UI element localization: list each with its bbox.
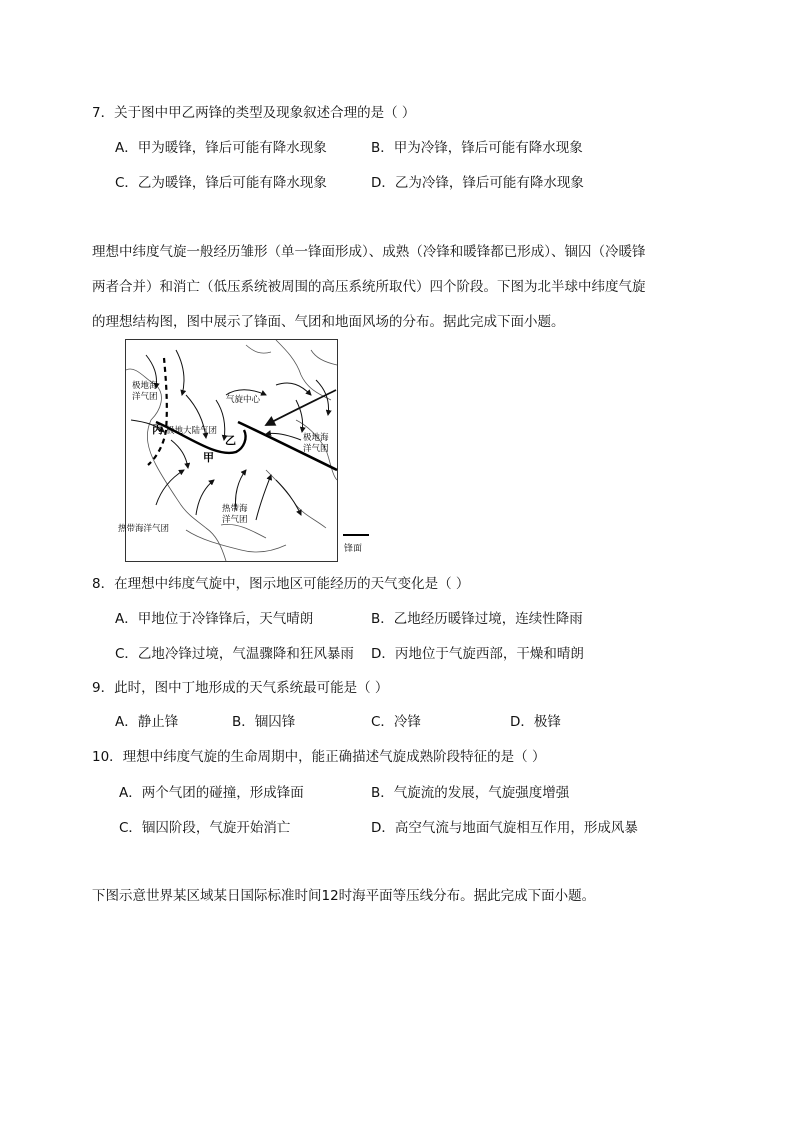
label-tropical-ocean-mid-2: 洋气团 [222, 515, 248, 525]
label-tropical-ocean-mid-1: 热带海 [222, 504, 248, 514]
q8-stem: 8．在理想中纬度气旋中，图示地区可能经历的天气变化是（ ） [92, 576, 470, 592]
q8-option-b: B．乙地经历暖锋过境，连续性降雨 [371, 611, 583, 627]
q7-option-a: A．甲为暖锋，锋后可能有降水现象 [115, 140, 327, 156]
legend-front-symbol [343, 534, 369, 536]
passage1-line1: 理想中纬度气旋一般经历雏形（单一锋面形成）、成熟（冷锋和暖锋都已形成）、锢囚（冷暖锋 [92, 244, 646, 260]
q9-option-b: B．锢囚锋 [232, 714, 296, 730]
map-svg [118, 340, 337, 561]
cyclone-structure-map [118, 339, 338, 562]
label-polar-ocean-left-2: 洋气团 [132, 392, 158, 402]
label-polar-ocean-right-2: 洋气团 [303, 444, 329, 454]
label-bing: 丙 [152, 423, 163, 436]
label-jia: 甲 [203, 451, 214, 464]
q9-option-d: D．极锋 [510, 714, 561, 730]
label-tropical-ocean-left: 热带海洋气团 [118, 524, 170, 534]
label-yi: 乙 [225, 434, 236, 447]
label-polar-ocean-right-1: 极地海 [303, 433, 329, 443]
passage2-line1: 下图示意世界某区域某日国际标准时间12时海平面等压线分布。据此完成下面小题。 [92, 888, 596, 904]
q8-option-a: A．甲地位于冷锋锋后，天气晴朗 [115, 611, 314, 627]
q10-option-c: C．锢囚阶段，气旋开始消亡 [119, 820, 291, 836]
q8-option-c: C．乙地冷锋过境，气温骤降和狂风暴雨 [115, 646, 354, 662]
q7-option-d: D．乙为冷锋，锋后可能有降水现象 [371, 175, 584, 191]
label-polar-ocean-left-1: 极地海 [132, 381, 158, 391]
q9-option-c: C．冷锋 [371, 714, 421, 730]
legend-front-label: 锋面 [344, 544, 363, 554]
q7-stem: 7．关于图中甲乙两锋的类型及现象叙述合理的是（ ） [92, 105, 416, 121]
q9-stem: 9．此时，图中丁地形成的天气系统最可能是（ ） [92, 680, 389, 696]
passage1-line2: 两者合并）和消亡（低压系统被周围的高压系统所取代）四个阶段。下图为北半球中纬度气旋 [92, 279, 646, 295]
q7-option-b: B．甲为冷锋，锋后可能有降水现象 [371, 140, 583, 156]
q10-option-a: A．两个气团的碰撞，形成锋面 [119, 785, 304, 801]
q10-option-b: B．气旋流的发展，气旋强度增强 [371, 785, 570, 801]
q10-stem: 10．理想中纬度气旋的生命周期中，能正确描述气旋成熟阶段特征的是（ ） [92, 749, 546, 765]
q7-option-c: C．乙为暖锋，锋后可能有降水现象 [115, 175, 327, 191]
label-polar-continental: 极地大陆气团 [166, 426, 218, 436]
label-cyclone-center: 气旋中心 [226, 395, 261, 405]
q8-option-d: D．丙地位于气旋西部，干燥和晴朗 [371, 646, 584, 662]
passage1-line3: 的理想结构图，图中展示了锋面、气团和地面风场的分布。据此完成下面小题。 [92, 314, 565, 330]
q10-option-d: D．高空气流与地面气旋相互作用，形成风暴 [371, 820, 638, 836]
q9-option-a: A．静止锋 [115, 714, 179, 730]
